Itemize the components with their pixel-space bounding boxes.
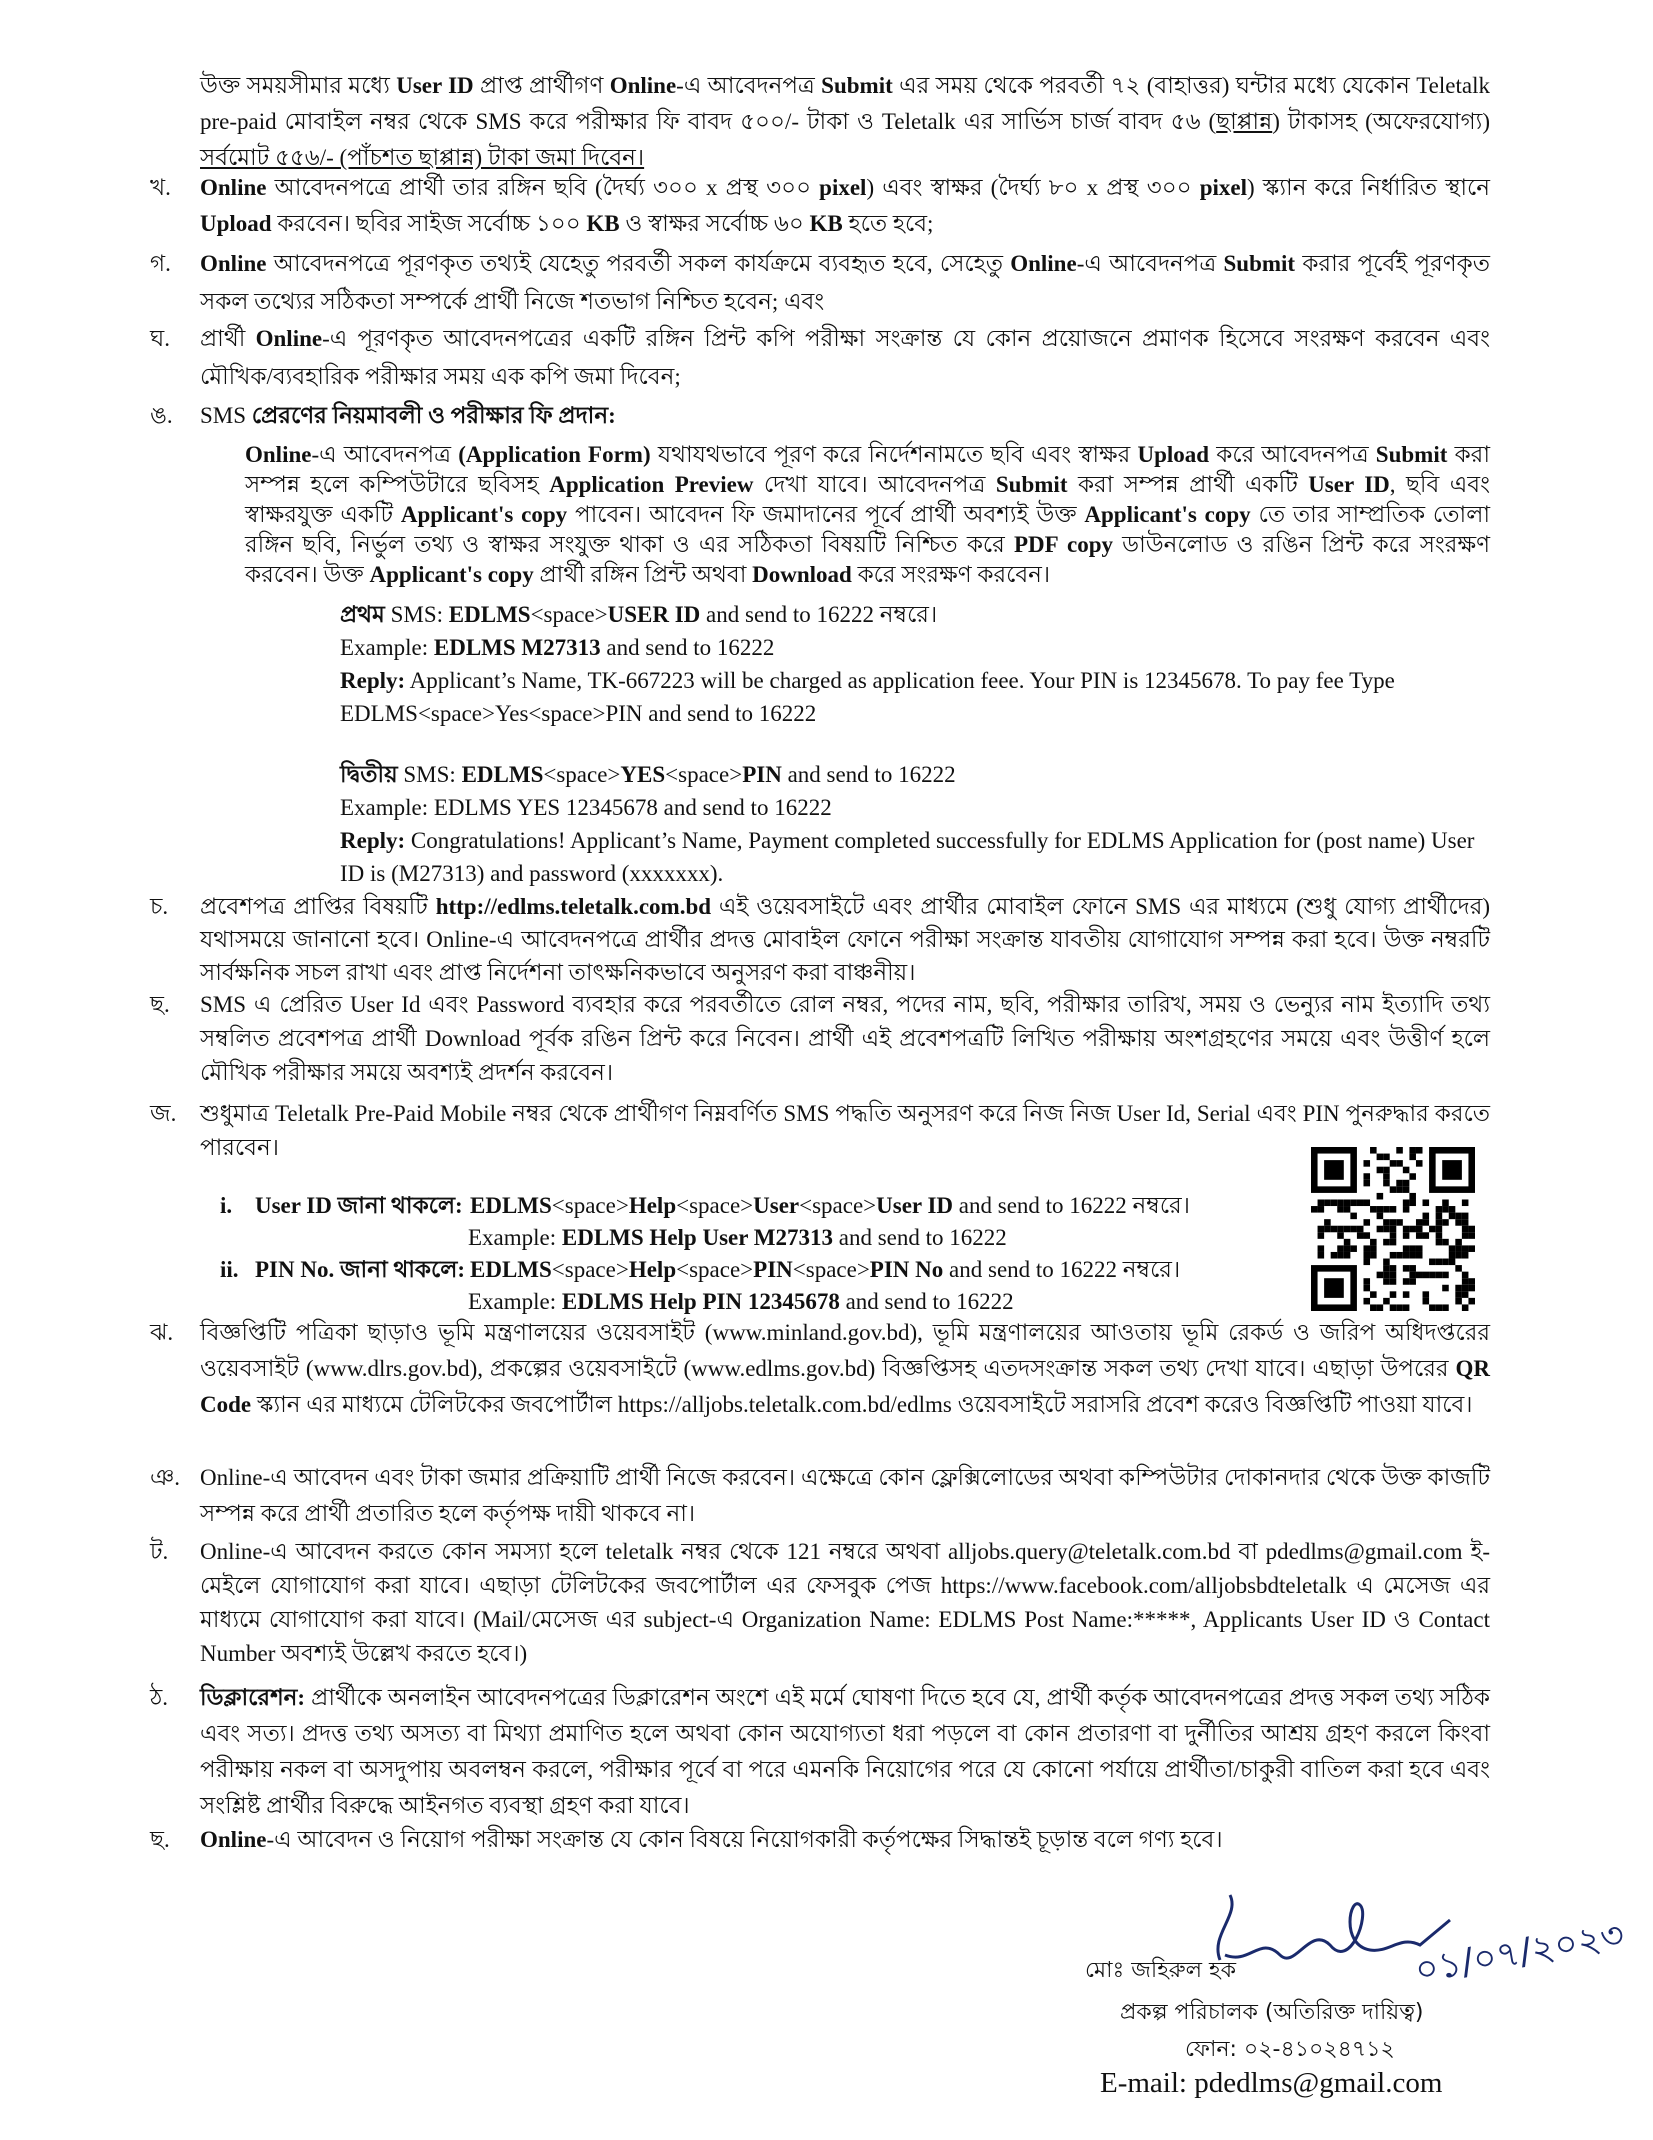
signatory-title: প্রকল্প পরিচালক (অতিরিক্ত দায়িত্ব) [1120, 2000, 1424, 2025]
text-run: -এ আবেদনপত্র [311, 442, 459, 467]
paragraph-nya [150, 1460, 1490, 1532]
text-run: <space> [551, 1193, 629, 1218]
text-run: EDLMS M27313 [433, 635, 601, 660]
text-run: http://edlms.teletalk.com.bd [435, 894, 712, 919]
text-run: হতে হবে; [842, 211, 934, 236]
text-run: করে আবেদনপত্র [1209, 442, 1376, 467]
text-run: (Application Form) [458, 442, 651, 467]
help-command [470, 1190, 1190, 1222]
text-run: and send to 16222 নম্বরে। [700, 602, 938, 627]
text-run: -এ আবেদনপত্র [676, 73, 822, 98]
help-label: PIN No. জানা থাকলে: [255, 1257, 466, 1282]
sms-line [340, 664, 1490, 730]
item-label: খ. [150, 175, 171, 200]
paragraph-ja [150, 1097, 1490, 1165]
text-run: QR Code [200, 1356, 1490, 1417]
text-run: Online [200, 251, 267, 276]
text-run: and send to 16222 নম্বরে। [943, 1257, 1181, 1282]
text-run: প্রার্থী রঙ্গিন প্রিন্ট অথবা [533, 562, 753, 587]
text-run: Help [628, 1257, 677, 1282]
text-run: EDLMS [470, 1193, 552, 1218]
text-run: <space> [676, 1193, 754, 1218]
text-run: Reply: [340, 668, 406, 693]
text-run: , ছবি এবং স্বাক্ষরযুক্ত একটি [245, 472, 1490, 527]
paragraph-ttha [150, 1680, 1490, 1824]
help-example [468, 1286, 1014, 1318]
paragraph-text [200, 170, 1490, 242]
text-run: PIN [753, 1257, 793, 1282]
item-label: ঞ. [150, 1465, 181, 1490]
paragraph-tta [150, 1535, 1490, 1671]
paragraph-text [200, 1680, 1490, 1824]
paragraph-text [245, 440, 1490, 590]
text-run: আবেদনপত্রে প্রার্থী তার রঙ্গিন ছবি (দৈর্ঘ্য ৩০০ x প্রস্থ ৩০০ [266, 175, 820, 200]
text-run: করে সংরক্ষণ করবেন। [851, 562, 1051, 587]
text-run: <space> [543, 762, 621, 787]
text-run: স্ক্যান এর মাধ্যমে টেলিটকের জবপোর্টাল https://alljobs.teletalk.com.bd/edlms ওয়েবসাইটে সরাসরি প্রবেশ করেও বিজ্ঞপ্তিটি পাওয়া যাবে। [251, 1392, 1473, 1417]
text-run: Reply: [340, 828, 406, 853]
text-run: Online [1010, 251, 1077, 276]
text-run: PDF copy [1013, 532, 1113, 557]
text-run: EDLMS [448, 602, 531, 627]
text-run: Applicant's copy [400, 502, 568, 527]
paragraph-ga [150, 245, 1490, 321]
text-run: করা সম্পন্ন প্রার্থী একটি [1067, 472, 1309, 497]
text-run: প্রার্থীকে অনলাইন আবেদনপত্রের ডিক্লারেশন অংশে এই মর্মে ঘোষণা দিতে হবে যে, প্রার্থী কর্তৃক আবেদনপত্রের প্রদত্ত সকল তথ্য সঠিক এবং সত্য। প্রদত্ত তথ্য অসত্য বা মিথ্যা প্রমাণিত হলে অথবা কোন অযোগ্যতা ধরা পড়লে বা কোন প্রতারণা বা দুর্নীতির আশ্রয় গ্রহণ করলে কিংবা পরীক্ষায় নকল বা অসদুপায় অবলম্বন করলে, পরীক্ষার পূর্বে বা পরে এমনকি নিয়োগের পরে যে কোনো পর্যায়ে প্রার্থীতা/চাকুরী বাতিল করা হবে এবং সংশ্লিষ্ট প্রার্থীর বিরুদ্ধে আইনগত ব্যবস্থা গ্রহণ করা যাবে। [200, 1685, 1490, 1818]
text-run: <space> [792, 1257, 870, 1282]
signatory-email: E-mail: pdedlms@gmail.com [1100, 2067, 1443, 2099]
text-run: Submit [821, 73, 893, 98]
text-run: <space> [551, 1257, 629, 1282]
text-run: KB [809, 211, 843, 236]
text-run: -এ আবেদনপত্র [1076, 251, 1224, 276]
text-run: User ID [876, 1193, 954, 1218]
text-run: প্রবেশপত্র প্রাপ্তির বিষয়টি [200, 894, 436, 919]
paragraph-text [200, 1460, 1490, 1532]
paragraph-text [200, 1315, 1490, 1423]
text-run: User ID [1308, 472, 1390, 497]
text-run: ডিক্লারেশন: [200, 1685, 306, 1710]
paragraph-text [200, 1097, 1490, 1165]
text-run: and send to 16222 নম্বরে। [953, 1193, 1190, 1218]
text-run: SMS এ প্রেরিত User Id এবং Password ব্যবহার করে পরবর্তীতে রোল নম্বর, পদের নাম, ছবি, পরীক্ষার তারিখ, সময় ও ভেন্যুর নাম ইত্যাদি তথ্য সম্বলিত প্রবেশপত্র প্রার্থী Download পূর্বক রঙিন প্রিন্ট করে নিবেন। প্রার্থী এই প্রবেশপত্রটি লিখিত পরীক্ষায় অংশগ্রহণের সময়ে এবং উত্তীর্ণ হলে মৌখিক পরীক্ষার সময়ে অবশ্যই প্রদর্শন করবেন। [200, 992, 1490, 1085]
text-run: Online-এ আবেদন করতে কোন সমস্যা হলে teletalk নম্বর থেকে 121 নম্বরে অথবা alljobs.query@teletalk.com.bd বা pdedlms@gmail.com ই-মেইলে যোগাযোগ করা যাবে। এছাড়া টেলিটকের জবপোর্টাল এর ফেসবুক পেজ https://www.facebook.com/alljobsbdteletalk এ মেসেজ এর মাধ্যমে যোগাযোগ করা যাবে। (Mail/মেসেজ এর subject-এ Organization Name: EDLMS Post Name:*****, Applicants User ID ও Contact Number অবশ্যই উল্লেখ করতে হবে।) [200, 1539, 1490, 1666]
text-run: Online [200, 1827, 267, 1852]
text-run: Congratulations! Applicant’s Name, Payment completed successfully for EDLMS Application for (post name) User ID is (M27313) and password (xxxxxxx). [340, 828, 1475, 886]
help-label: User ID জানা থাকলে: [255, 1193, 463, 1218]
text-run: and send to 16222 [781, 762, 956, 787]
paragraph-text [200, 988, 1490, 1090]
item-label: ছ. [150, 992, 170, 1017]
text-run: EDLMS [461, 762, 544, 787]
signatory-name: মোঃ জহিরুল হক [1085, 1958, 1236, 1983]
text-run: Example: [340, 635, 434, 660]
text-run: ) স্ক্যান করে নির্ধারিত স্থানে [1247, 175, 1490, 200]
text-run: দেখা যাবে। আবেদনপত্র [753, 472, 996, 497]
paragraph-text [200, 245, 1490, 321]
text-run: Upload [200, 211, 272, 236]
qr-code[interactable] [1311, 1147, 1475, 1311]
paragraph-text [200, 320, 1490, 396]
text-run: and send to 16222 [839, 1289, 1014, 1314]
sms-line [340, 758, 1490, 791]
text-run: Download [752, 562, 852, 587]
text-run: USER ID [607, 602, 701, 627]
sms-line [340, 598, 1490, 631]
item-label: ঙ. [150, 403, 173, 428]
text-run: Online [200, 175, 267, 200]
paragraph-intro [150, 68, 1490, 176]
text-run: তে তার সাম্প্রতিক তোলা রঙ্গিন ছবি, নির্ভুল তথ্য ও স্বাক্ষর সংযুক্ত থাকা ও এর সঠিকতা বিষয়টি নিশ্চিত করে [245, 502, 1491, 557]
text-run: যথাযথভাবে পূরণ করে নির্দেশনামতে ছবি এবং স্বাক্ষর [650, 442, 1138, 467]
paragraph-jha [150, 1315, 1490, 1423]
text-run: Example: EDLMS YES 12345678 and send to 16222 [340, 795, 832, 820]
text-run: পাবেন। আবেদন ফি জমাদানের পূর্বে প্রার্থী অবশ্যই উক্ত [567, 502, 1085, 527]
text-run: EDLMS [470, 1257, 552, 1282]
text-run: KB [586, 211, 620, 236]
first-sms-instructions [340, 598, 1490, 730]
text-run: শুধুমাত্র Teletalk Pre-Paid Mobile নম্বর থেকে প্রার্থীগণ নিম্নবর্ণিত SMS পদ্ধতি অনুসরণ করে নিজ নিজ User Id, Serial এবং PIN পুনরুদ্ধার করতে পারবেন। [200, 1101, 1490, 1160]
text-run: Applicant’s Name, TK-667223 will be charged as application feee. Your PIN is 12345678. To pay fee Type EDLMS<space>Yes<space>PIN and send to 16222 [340, 668, 1395, 726]
text-run: Online-এ আবেদন এবং টাকা জমার প্রক্রিয়াটি প্রার্থী নিজে করবেন। এক্ষেত্রে কোন ফ্লেক্সিলোডের অথবা কম্পিউটার দোকানদার থেকে উক্ত কাজটি সম্পন্ন করে প্রার্থী প্রতারিত হলে কর্তৃপক্ষ দায়ী থাকবে না। [200, 1465, 1490, 1526]
help-number: ii. [220, 1257, 239, 1282]
text-run: <space> [676, 1257, 754, 1282]
text-run: Help [628, 1193, 677, 1218]
item-label: গ. [150, 251, 171, 276]
text-run: pixel [1199, 175, 1248, 200]
text-run: সর্বমোট ৫৫৬/- (পাঁচশত ছাপ্পান্ন) টাকা জমা দিবেন। [200, 145, 645, 170]
text-run: SMS: [403, 762, 462, 787]
paragraph-text [200, 1535, 1490, 1671]
text-run: -এ আবেদন ও নিয়োগ পরীক্ষা সংক্রান্ত যে কোন বিষয়ে নিয়োগকারী কর্তৃপক্ষের সিদ্ধান্তই চূড়ান্ত বলে গণ্য হবে। [266, 1827, 1223, 1852]
text-run: করা সম্পন্ন হলে কম্পিউটারে ছবিসহ [245, 442, 1490, 497]
text-run: Submit [1375, 442, 1448, 467]
item-label: জ. [150, 1101, 177, 1126]
help-example [468, 1222, 1007, 1254]
text-run: EDLMS Help PIN 12345678 [561, 1289, 840, 1314]
text-run: Upload [1137, 442, 1210, 467]
text-run: ছাপ্পান্ন [1216, 109, 1273, 134]
help-number: i. [220, 1193, 233, 1218]
text-run: Example: [468, 1289, 562, 1314]
text-run: and send to 16222 [832, 1225, 1007, 1250]
item-label: ছ. [150, 1827, 170, 1852]
text-run: প্রথম [340, 602, 391, 627]
paragraph-text [200, 890, 1490, 989]
paragraph-text [200, 1822, 1490, 1858]
paragraph-cha [150, 890, 1490, 989]
text-run: User [753, 1193, 800, 1218]
text-run: EDLMS Help User M27313 [561, 1225, 833, 1250]
text-run: Example: [468, 1225, 562, 1250]
item-label: চ. [150, 894, 169, 919]
text-run: Online [245, 442, 312, 467]
sms-line [340, 824, 1490, 890]
text-run: ও স্বাক্ষর সর্বোচ্চ ৬০ [619, 211, 810, 236]
text-run: pixel [819, 175, 867, 200]
paragraph-nga [150, 398, 1490, 434]
text-run: এই ওয়েবসাইটে এবং প্রার্থীর মোবাইল ফোনে SMS এর মাধ্যমে (শুধু যোগ্য প্রার্থীদের) যথাসময়ে জানানো হবে। Online-এ আবেদনপত্রে প্রার্থীর প্রদত্ত মোবাইল ফোনে পরীক্ষা সংক্রান্ত যাবতীয় যোগাযোগ সম্পন্ন করা হবে। উক্ত নম্বরটি সার্বক্ষনিক সচল রাখা এবং প্রাপ্ত নির্দেশনা তাৎক্ষনিকভাবে অনুসরণ করা বাঞ্চনীয়। [200, 894, 1491, 985]
text-run: Submit [995, 472, 1068, 497]
help-command [470, 1254, 1180, 1286]
text-run: YES [620, 762, 666, 787]
text-run: <space> [799, 1193, 877, 1218]
item-label: ঘ. [150, 326, 170, 351]
text-run: PIN No [869, 1257, 944, 1282]
signature-image [1200, 1875, 1628, 1992]
text-run: প্রার্থী [200, 326, 256, 351]
text-run: ) এবং স্বাক্ষর (দৈর্ঘ্য ৮০ x প্রস্থ ৩০০ [866, 175, 1200, 200]
paragraph-gha [150, 320, 1490, 396]
text-run: আবেদনপত্রে পূরণকৃত তথ্যই যেহেতু পরবর্তী সকল কার্যক্রমে ব্যবহৃত হবে, সেহেতু [266, 251, 1011, 276]
text-run: বিজ্ঞপ্তিটি পত্রিকা ছাড়াও ভূমি মন্ত্রণালয়ের ওয়েবসাইট (www.minland.gov.bd), ভূমি মন্ত্রণালয়ের আওতায় ভূমি রেকর্ড ও জরিপ অধিদপ্তরের ওয়েবসাইট (www.dlrs.gov.bd), প্রকল্পের ওয়েবসাইটে (www.edlms.gov.bd) বিজ্ঞপ্তিসহ এতদসংক্রান্ত সকল তথ্য দেখা যাবে। এছাড়া উপরের [200, 1320, 1490, 1381]
text-run: and send to 16222 [600, 635, 775, 660]
second-sms-instructions [340, 758, 1490, 890]
paragraph-text [200, 68, 1490, 176]
paragraph-online [245, 440, 1490, 590]
text-run: ) টাকাসহ (অফেরযোগ্য) [1272, 109, 1490, 134]
text-run: এর সময় থেকে পরবর্তী ৭২ (বাহাত্তর) ঘন্টার মধ্যে যেকোন Teletalk pre-paid মোবাইল নম্বর থেকে SMS করে পরীক্ষার ফি বাবদ ৫০০/- টাকা ও Teletalk এর সার্ভিস চার্জ বাবদ ৫৬ ( [200, 73, 1490, 134]
text-run: Online [255, 326, 323, 351]
text-run: Application Preview [549, 472, 754, 497]
text-run: PIN [742, 762, 782, 787]
text-run: Online [609, 73, 677, 98]
item-label: ঠ. [150, 1685, 169, 1710]
text-run: করার পূর্বেই পূরণকৃত সকল তথ্যের সঠিকতা সম্পর্কে প্রার্থী নিজে শতভাগ নিশ্চিত হবেন; এবং [200, 251, 1490, 314]
text-run: Submit [1223, 251, 1296, 276]
text-run: উক্ত সময়সীমার মধ্যে [200, 73, 397, 98]
text-run: SMS: [390, 602, 449, 627]
text-run: <space> [530, 602, 608, 627]
paragraph-chha [150, 988, 1490, 1090]
item-label: ঝ. [150, 1320, 174, 1345]
text-run: প্রেরণের নিয়মাবলী ও পরীক্ষার ফি প্রদান: [251, 403, 616, 428]
text-run: করবেন। ছবির সাইজ সর্বোচ্চ ১০০ [271, 211, 587, 236]
paragraph-text [200, 398, 1490, 434]
text-run: প্রাপ্ত প্রার্থীগণ [473, 73, 610, 98]
sms-line [340, 791, 1490, 824]
text-run: Applicant's copy [369, 562, 534, 587]
text-run: SMS [200, 403, 252, 428]
text-run: দ্বিতীয় [340, 762, 404, 787]
text-run: <space> [665, 762, 743, 787]
text-run: Applicant's copy [1084, 502, 1251, 527]
sms-line [340, 631, 1490, 664]
paragraph-last [150, 1822, 1490, 1858]
handwritten-date: ০১/০৭/২০২৩ [1411, 1914, 1628, 1992]
item-label: ট. [150, 1539, 169, 1564]
text-run: ডাউনলোড ও রঙিন প্রিন্ট করে সংরক্ষণ করবেন। উক্ত [245, 532, 1491, 587]
paragraph-kha [150, 170, 1490, 242]
text-run: User ID [396, 73, 474, 98]
signatory-phone: ফোন: ০২-৪১০২৪৭১২ [1185, 2037, 1395, 2062]
text-run: -এ পূরণকৃত আবেদনপত্রের একটি রঙ্গিন প্রিন্ট কপি পরীক্ষা সংক্রান্ত যে কোন প্রয়োজনে প্রমাণক হিসেবে সংরক্ষণ করবেন এবং মৌখিক/ব্যবহারিক পরীক্ষার সময় এক কপি জমা দিবেন; [200, 326, 1491, 389]
